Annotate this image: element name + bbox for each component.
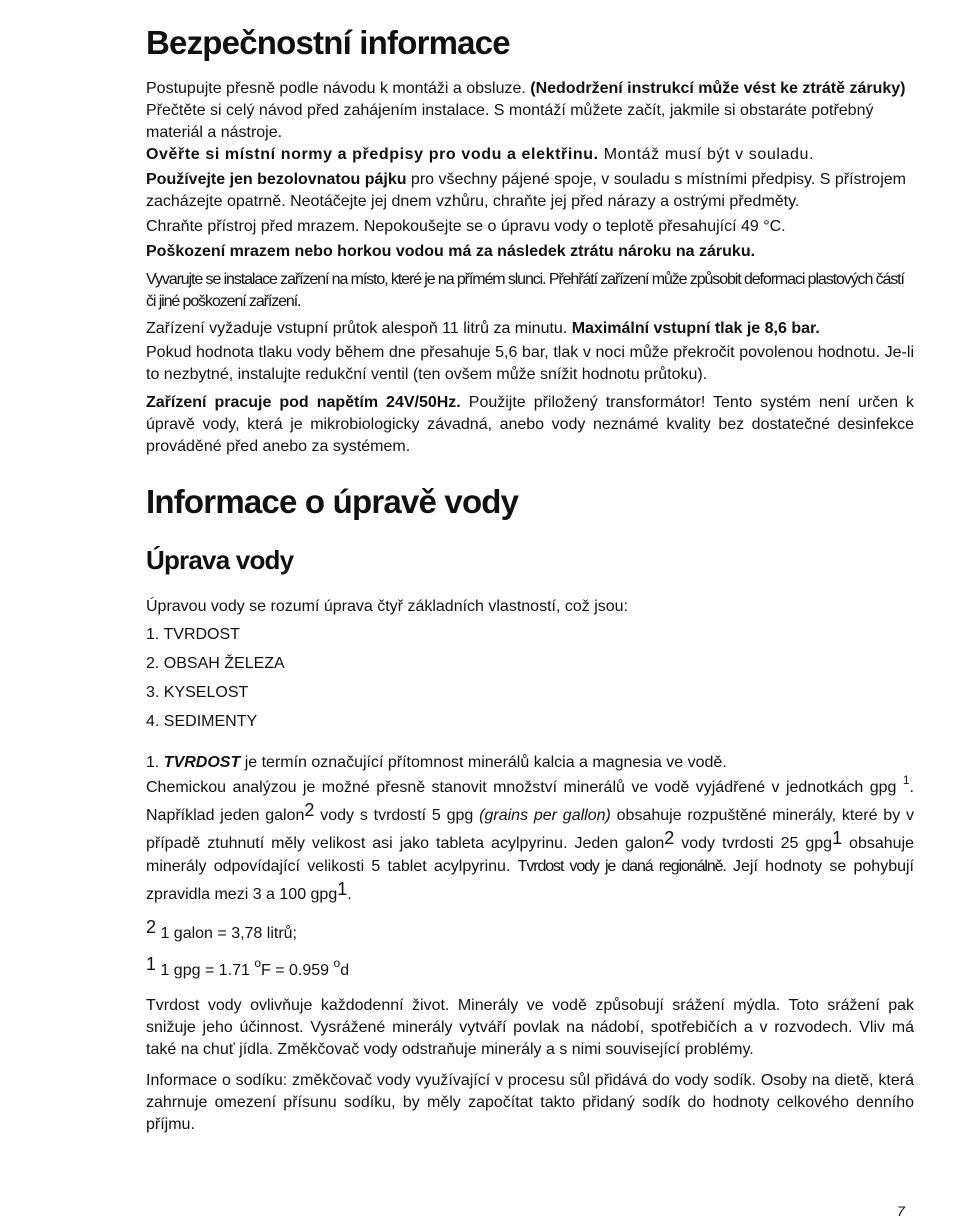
footnote-2 bbox=[146, 916, 914, 945]
sodium-info: Informace o sodíku: změkčovač vody využívající v procesu sůl přidává do vody sodík. Osoby na dietě, která zahrnuje omezení přísunu sodíku, by měly započítat takto přidaný sodík do hodnoty celkového denního příjmu. bbox=[146, 1072, 914, 1133]
safety-p8-bold: Maximální vstupní tlak je 8,6 bar. bbox=[571, 320, 820, 337]
footnote-ref-1c: 1 bbox=[337, 879, 348, 899]
chem-text-c: vody s tvrdostí 5 gpg bbox=[314, 807, 480, 824]
hardness-effects: Tvrdost vody ovlivňuje každodenní život. Minerály ve vodě způsobují srážení mýdla. Toto srážení pak snižuje jeho účinnost. Vysrážené minerály vytváří povlak na nádobí, spotřebičích a v rozvodech. Vliv má také na chuť jídla. Změkčovač vody odstraňuje minerály a s nimi související problémy. bbox=[146, 997, 914, 1058]
footnote-1-text-c: d bbox=[340, 962, 350, 979]
hardness-term: TVRDOST bbox=[163, 754, 241, 771]
chem-italic-grains: (grains per gallon) bbox=[479, 807, 611, 824]
safety-p4-text: pro všechny pájené spoje, v souladu s místními předpisy. S přístrojem zacházejte opatrně. Neotáčejte jej dnem vzhůru, chraňte jej před nárazy a ostrými předměty. bbox=[146, 171, 906, 210]
list-item: 1. TVRDOST bbox=[146, 626, 240, 643]
footnote-1 bbox=[146, 953, 914, 982]
safety-p3-text: Montáž musí být v souladu. bbox=[598, 146, 815, 163]
safety-p7: Vyvarujte se instalace zařízení na místo, které je na přímém slunci. Přehřátí zařízení může způsobit deformaci plastových částí či jiné poškození zařízení. bbox=[146, 271, 904, 310]
chem-text-h: . bbox=[347, 886, 352, 903]
footnote-ref-2: 2 bbox=[304, 800, 315, 820]
footnote-1-text-a: 1 gpg = 1.71 bbox=[156, 962, 255, 979]
footnote-ref-1b: 1 bbox=[832, 828, 843, 848]
safety-p2: Přečtěte si celý návod před zahájením instalace. S montáží můžete začít, jakmile si obstaráte potřebný materiál a nástroje. bbox=[146, 102, 874, 141]
safety-p8 bbox=[146, 318, 914, 340]
treatment-intro: Úpravou vody se rozumí úprava čtyř základních vlastností, což jsou: bbox=[146, 598, 628, 615]
safety-p4-bold: Používejte jen bezolovnatou pájku bbox=[146, 171, 407, 188]
footnote-1-mark: 1 bbox=[146, 954, 157, 974]
chem-text-f: obsahuje minerály odpovídající velikosti 5 tablet acylpyrinu. bbox=[146, 835, 915, 875]
footnote-2-text: 1 galon = 3,78 litrů; bbox=[156, 925, 297, 942]
hardness-definition-text: je termín označující přítomnost minerálů kalcia a magnesia ve vodě. bbox=[240, 754, 727, 771]
safety-p6-bold: Poškození mrazem nebo horkou vodou má za následek ztrátu nároku na záruku. bbox=[146, 243, 756, 260]
degree-mark: o bbox=[254, 955, 262, 970]
chem-regional-note: Tvrdost vody je daná regionálně. bbox=[517, 858, 726, 875]
chem-text-a: Chemickou analýzou je možné přesně stanovit množství minerálů ve vodě vyjádřené v jednotkách gpg bbox=[146, 779, 903, 796]
treatment-title: Informace o úpravě vody bbox=[146, 483, 519, 520]
page-number: 7 bbox=[897, 1203, 905, 1219]
list-item: 4. SEDIMENTY bbox=[146, 713, 258, 730]
list-item: 3. KYSELOST bbox=[146, 684, 249, 701]
chem-text-b: . Například jeden galon bbox=[146, 779, 914, 824]
footnote-1-text-b: F = 0.959 bbox=[261, 962, 334, 979]
footnote-ref-2b: 2 bbox=[664, 828, 675, 848]
safety-p3 bbox=[146, 144, 914, 166]
chem-text-e: vody tvrdosti 25 gpg bbox=[674, 835, 833, 852]
chem-text-g: Její hodnoty se pohybují zpravidla mezi 3 a 100 gpg bbox=[146, 858, 914, 903]
safety-title: Bezpečnostní informace bbox=[146, 24, 510, 61]
safety-p5: Chraňte přístroj před mrazem. Nepokoušejte se o úpravu vody o teplotě přesahující 49 °C. bbox=[146, 218, 786, 235]
safety-p10 bbox=[146, 392, 914, 458]
safety-p1 bbox=[146, 78, 914, 100]
footnote-2-mark: 2 bbox=[146, 917, 157, 937]
properties-list bbox=[146, 624, 914, 733]
hardness-chemistry bbox=[146, 772, 915, 906]
safety-p10-bold: Zařízení pracuje pod napětím 24V/50Hz. bbox=[146, 394, 461, 411]
list-item: 2. OBSAH ŽELEZA bbox=[146, 655, 285, 672]
safety-p1-text: Postupujte přesně podle návodu k montáži a obsluze. bbox=[146, 80, 531, 97]
safety-p9: Pokud hodnota tlaku vody během dne přesahuje 5,6 bar, tlak v noci může překročit povolenou hodnotu. Je-li to nezbytné, instalujte redukční ventil (ten ovšem může snížit hodnotu průtoku). bbox=[146, 344, 914, 383]
hardness-number: 1. bbox=[146, 754, 164, 771]
safety-p8-text: Zařízení vyžaduje vstupní průtok alespoň 11 litrů za minutu. bbox=[146, 320, 572, 337]
hardness-definition bbox=[146, 752, 914, 774]
treatment-subtitle: Úprava vody bbox=[146, 545, 294, 575]
degree-mark: o bbox=[333, 955, 341, 970]
safety-p6 bbox=[146, 241, 914, 263]
page-content bbox=[146, 24, 914, 1136]
chem-text-d: obsahuje rozpuštěné minerály, které by v případě ztuhnutí měly velikost asi jako tableta acylpyrinu. Jeden galon bbox=[146, 807, 915, 852]
safety-p1-warning: (Nedodržení instrukcí může vést ke ztrátě záruky) bbox=[530, 80, 906, 97]
safety-p4 bbox=[146, 169, 914, 213]
safety-p3-bold: Ověřte si místní normy a předpisy pro vodu a elektřinu. bbox=[146, 146, 599, 163]
safety-p10-text: Použijte přiložený transformátor! Tento systém není určen k úpravě vody, která je mikrobiologicky závadná, anebo vody neznámé kvality bez dostatečné desinfekce prováděné před anebo za systémem. bbox=[146, 394, 915, 455]
footnote-ref-1: 1 bbox=[902, 772, 910, 787]
